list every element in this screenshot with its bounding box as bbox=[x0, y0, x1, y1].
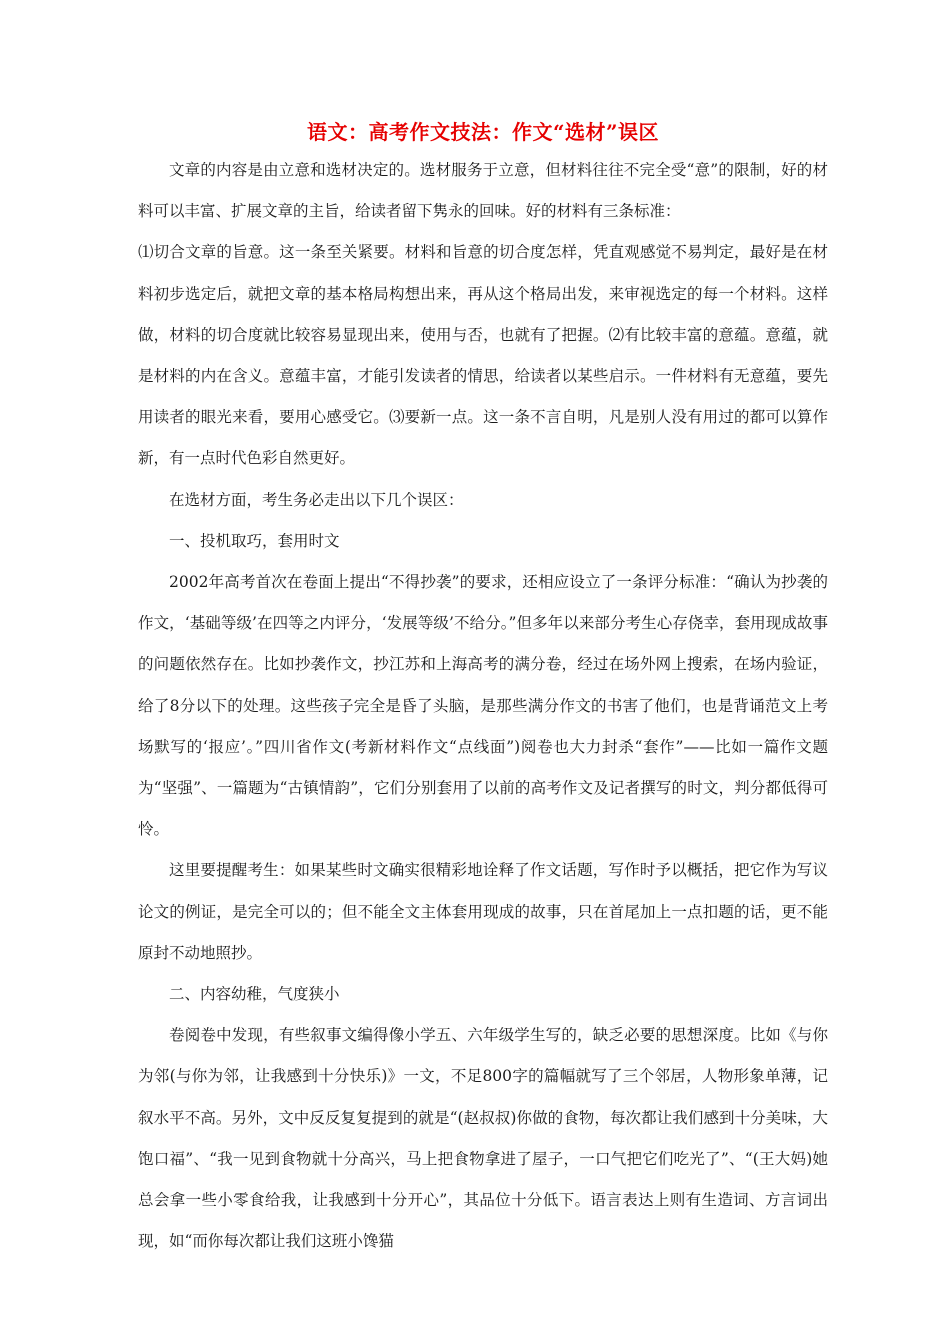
paragraph-childish-content: 卷阅卷中发现，有些叙事文编得像小学五、六年级学生写的，缺乏必要的思想深度。比如《与你为邻(与你为邻，让我感到十分快乐)》一文，不足800字的篇幅就写了三个邻居，人物形象单薄，记叙水平不高。另外，文中反反复复提到的就是“(赵叔叔)你做的食物，每次都让我们感到十分美味，大饱口福”、“我一见到食物就十分高兴，马上把食物拿进了屋子，一口气把它们吃光了”、“(王大妈)她总会拿一些小零食给我，让我感到十分开心”，其品位十分低下。语言表达上则有生造词、方言词出现，如“而你每次都让我们这班小馋猫 bbox=[138, 1026, 828, 1251]
paragraph-advice: 这里要提醒考生：如果某些时文确实很精彩地诠释了作文话题，写作时予以概括，把它作为写议论文的例证，是完全可以的；但不能全文主体套用现成的故事，只在首尾加上一点扣题的话，更不能原封不动地照抄。 bbox=[138, 861, 828, 962]
paragraph-misconceptions-intro: 在选材方面，考生务必走出以下几个误区： bbox=[169, 490, 464, 509]
paragraph-plagiarism: 2002年高考首次在卷面上提出“不得抄袭”的要求，还相应设立了一条评分标准：“确认为抄袭的作文，‘基础等级’在四等之内评分，‘发展等级’不给分。”但多年以来部分考生心存侥幸，套用现成故事的问题依然存在。比如抄袭作文，抄江苏和上海高考的满分卷，经过在场外网上搜索，在场内验证，给了8分以下的处理。这些孩子完全是昏了头脑，是那些满分作文的书害了他们，也是背诵范文上考场默写的‘报应’。”四川省作文(考新材料作文“点线面”)阅卷也大力封杀“套作”——比如一篇作文题为“坚强”、一篇题为“古镇情韵”，它们分别套用了以前的高考作文及记者撰写的时文，判分都低得可怜。 bbox=[138, 573, 828, 839]
paragraph-standards: ⑴切合文章的旨意。这一条至关紧要。材料和旨意的切合度怎样，凭直观感觉不易判定，最好是在材料初步选定后，就把文章的基本格局构想出来，再从这个格局出发，来审视选定的每一个材料。这样做，材料的切合度就比较容易显现出来，使用与否，也就有了把握。⑵有比较丰富的意蕴。意蕴，就是材料的内在含义。意蕴丰富，才能引发读者的情思，给读者以某些启示。一件材料有无意蕴，要先用读者的眼光来看，要用心感受它。⑶要新一点。这一条不言自明，凡是别人没有用过的都可以算作新，有一点时代色彩自然更好。 bbox=[138, 243, 828, 468]
paragraph-intro: 文章的内容是由立意和选材决定的。选材服务于立意，但材料往往不完全受“意”的限制，好的材料可以丰富、扩展文章的主旨，给读者留下隽永的回味。好的材料有三条标准： bbox=[138, 161, 828, 221]
document-title: 语文：高考作文技法：作文“选材”误区 bbox=[306, 120, 659, 144]
section-heading-1: 一、投机取巧，套用时文 bbox=[169, 531, 340, 550]
document-body bbox=[138, 150, 828, 1262]
document-page bbox=[138, 118, 828, 1262]
section-heading-2: 二、内容幼稚，气度狭小 bbox=[169, 985, 340, 1004]
